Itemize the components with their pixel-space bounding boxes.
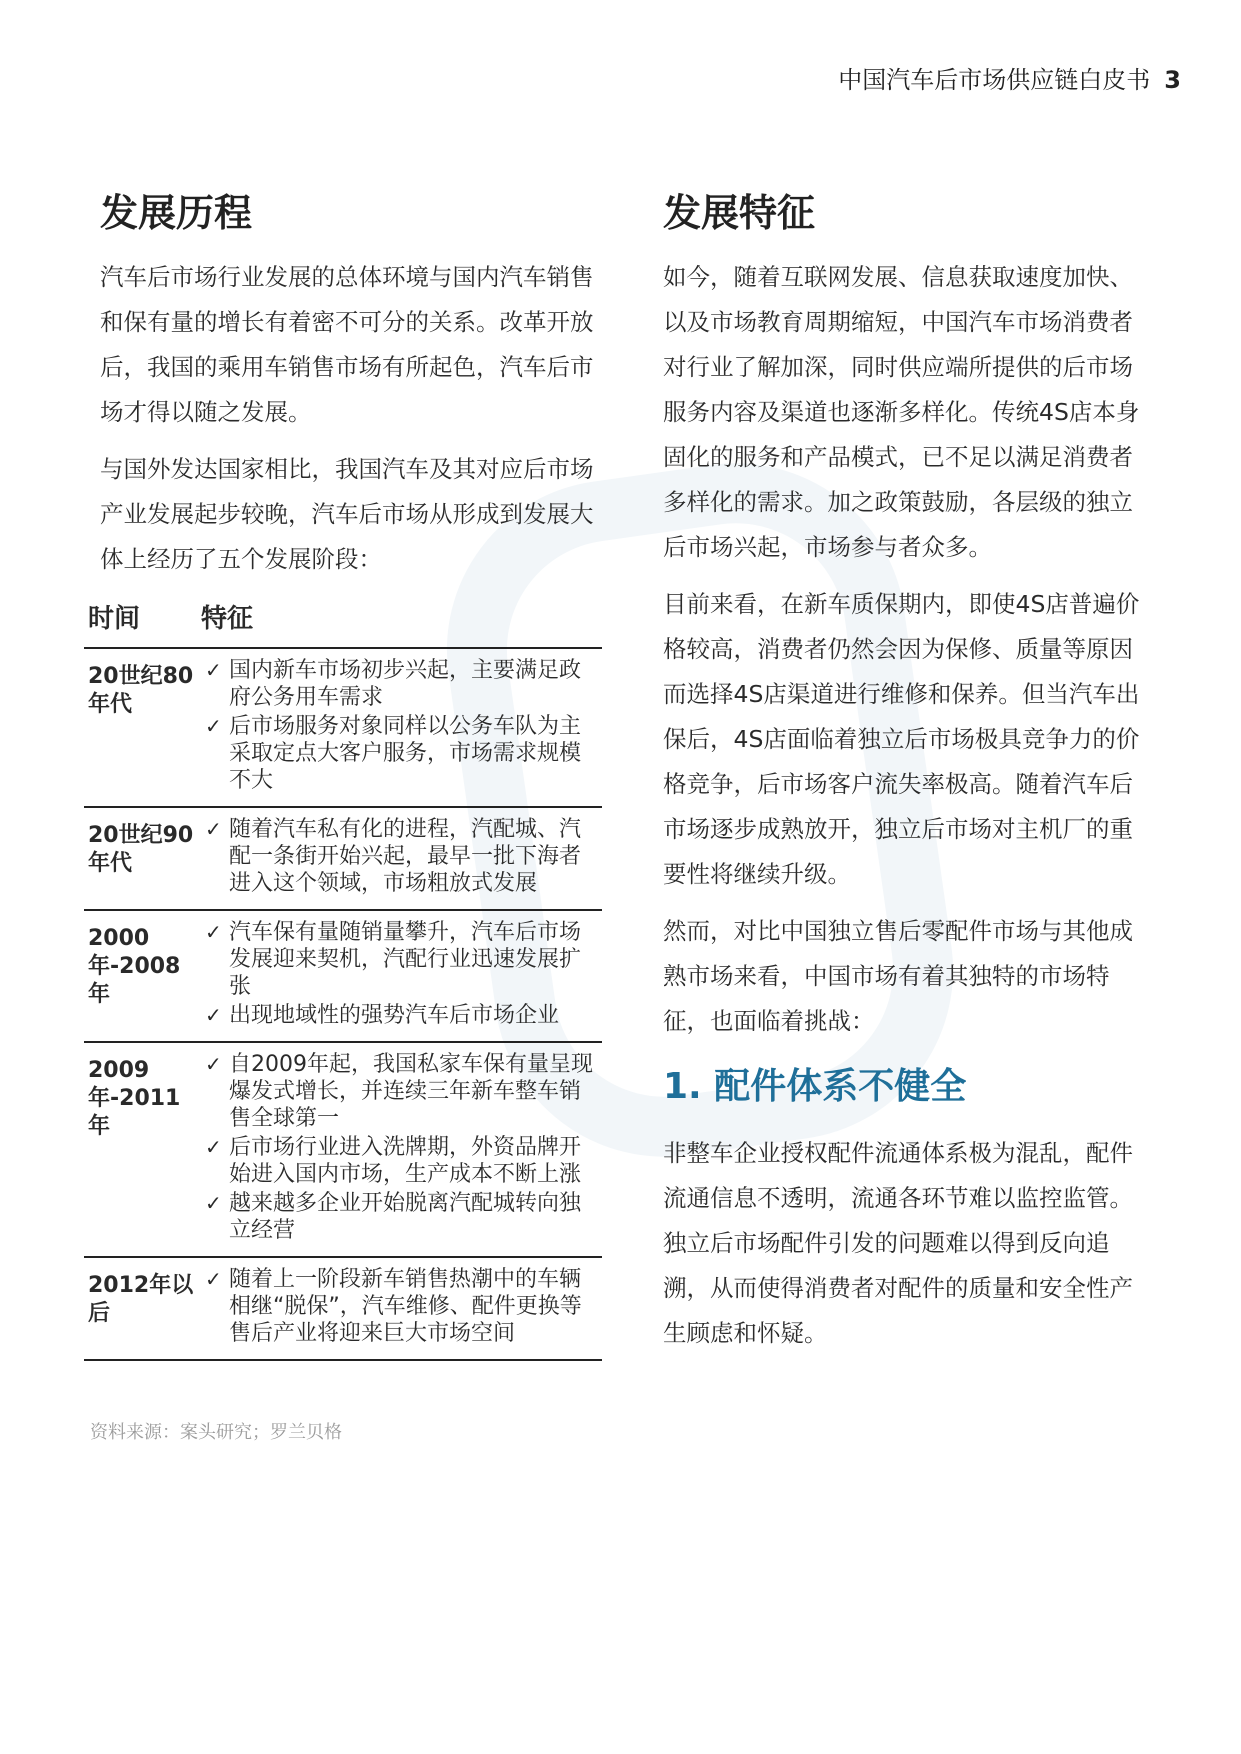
list-item [201, 713, 602, 794]
list-item [201, 816, 602, 897]
section-heading-features: 发展特征 [663, 191, 816, 235]
feature-text: 自2009年起，我国私家车保有量呈现爆发式增长，并连续三年新车整车销售全球第一 [229, 1052, 593, 1131]
features-paragraph-2: 目前来看，在新车质保期内，即使4S店普遍价格较高，消费者仍然会因为保修、质量等原因而选择4S店渠道进行维修和保养。但当汽车出保后，4S店面临着独立后市场极具竞争力的价格竞争，后市场客户流失率极高。随着汽车后市场逐步成熟放开，独立后市场对主机厂的重要性将继续升级。 [663, 590, 1140, 888]
checkmark-icon: ✓ [205, 714, 222, 738]
list-item [201, 1134, 602, 1188]
subheading-parts-system: 1. 配件体系不健全 [663, 1066, 967, 1107]
history-paragraph-1: 汽车后市场行业发展的总体环境与国内汽车销售和保有量的增长有着密不可分的关系。改革开放后，我国的乘用车销售市场有所起色，汽车后市场才得以随之发展。 [100, 263, 594, 426]
feature-text: 后市场服务对象同样以公务车队为主采取定点大客户服务，市场需求规模不大 [229, 714, 582, 793]
parts-system-paragraph: 非整车企业授权配件流通体系极为混乱，配件流通信息不透明，流通各环节难以监控监管。独立后市场配件引发的问题难以得到反向追溯，从而使得消费者对配件的质量和安全性产生顾虑和怀疑。 [663, 1139, 1133, 1347]
table-row [84, 808, 602, 911]
stage-period: 2012年以后 [88, 1273, 194, 1326]
stages-table [84, 598, 602, 1361]
feature-text: 随着汽车私有化的进程，汽配城、汽配一条街开始兴起，最早一批下海者进入这个领域，市场粗放式发展 [229, 817, 582, 896]
table-row [84, 1043, 602, 1258]
page-number: 3 [1164, 66, 1181, 94]
features-paragraph-1: 如今，随着互联网发展、信息获取速度加快、以及市场教育周期缩短，中国汽车市场消费者对行业了解加深，同时供应端所提供的后市场服务内容及渠道也逐渐多样化。传统4S店本身固化的服务和产品模式，已不足以满足消费者多样化的需求。加之政策鼓励，各层级的独立后市场兴起，市场参与者众多。 [663, 263, 1140, 561]
checkmark-icon: ✓ [205, 920, 222, 944]
feature-text: 越来越多企业开始脱离汽配城转向独立经营 [229, 1191, 582, 1243]
checkmark-icon: ✓ [205, 1267, 222, 1291]
table-row [84, 911, 602, 1043]
checkmark-icon: ✓ [205, 658, 222, 682]
list-item [201, 919, 602, 1000]
feature-text: 随着上一阶段新车销售热潮中的车辆相继“脱保”，汽车维修、配件更换等售后产业将迎来巨大市场空间 [229, 1267, 582, 1346]
stage-features [201, 657, 602, 796]
table-header [84, 598, 602, 649]
source-note: 资料来源：案头研究；罗兰贝格 [90, 1422, 342, 1443]
list-item [201, 1051, 602, 1132]
list-item [201, 1266, 602, 1347]
section-heading-history: 发展历程 [100, 191, 253, 235]
stage-period: 20世纪80年代 [88, 664, 194, 717]
column-header-time: 时间 [88, 604, 141, 634]
list-item [201, 1190, 602, 1244]
column-header-features: 特征 [201, 604, 254, 634]
left-column [100, 182, 610, 594]
document-title: 中国汽车后市场供应链白皮书 [838, 66, 1151, 94]
feature-text: 后市场行业进入洗牌期，外资品牌开始进入国内市场，生产成本不断上涨 [229, 1135, 582, 1187]
checkmark-icon: ✓ [205, 817, 222, 841]
feature-text: 出现地域性的强势汽车后市场企业 [229, 1003, 560, 1028]
stage-features [201, 919, 602, 1031]
stage-features [201, 1266, 602, 1349]
table-row [84, 1258, 602, 1361]
feature-text: 国内新车市场初步兴起，主要满足政府公务用车需求 [229, 658, 582, 710]
page-header [838, 60, 1181, 95]
checkmark-icon: ✓ [205, 1135, 222, 1159]
right-column [663, 182, 1153, 1368]
checkmark-icon: ✓ [205, 1052, 222, 1076]
checkmark-icon: ✓ [205, 1191, 222, 1215]
features-paragraph-3: 然而，对比中国独立售后零配件市场与其他成熟市场来看，中国市场有着其独特的市场特征，也面临着挑战： [663, 917, 1133, 1035]
checkmark-icon: ✓ [205, 1003, 222, 1027]
table-row [84, 649, 602, 808]
stage-features [201, 816, 602, 899]
stage-period: 2000年-2008年 [88, 926, 181, 1007]
list-item [201, 657, 602, 711]
stage-period: 2009年-2011年 [88, 1058, 181, 1139]
stage-features [201, 1051, 602, 1246]
list-item [201, 1002, 602, 1029]
stage-period: 20世纪90年代 [88, 823, 194, 876]
history-paragraph-2: 与国外发达国家相比，我国汽车及其对应后市场产业发展起步较晚，汽车后市场从形成到发展大体上经历了五个发展阶段： [100, 455, 594, 573]
feature-text: 汽车保有量随销量攀升，汽车后市场发展迎来契机，汽配行业迅速发展扩张 [229, 920, 582, 999]
